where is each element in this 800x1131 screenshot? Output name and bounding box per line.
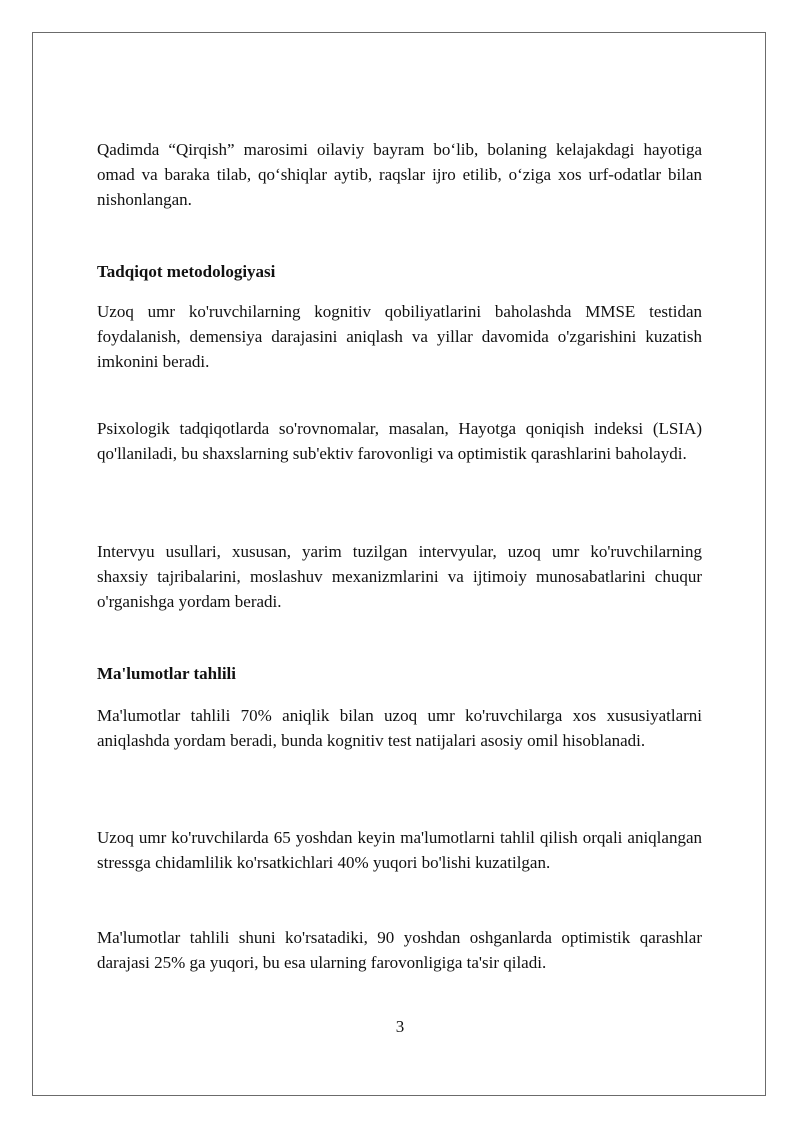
paragraph-analysis-25: Ma'lumotlar tahlili shuni ko'rsatadiki, 90 yoshdan oshganlarda optimistik qarashlar darajasi 25% ga yuqori, bu esa ularning farovonligiga ta'sir qiladi. — [97, 928, 702, 972]
paragraph-lsia: Psixologik tadqiqotlarda so'rovnomalar, masalan, Hayotga qoniqish indeksi (LSIA) qo'llaniladi, bu shaxslarning sub'ektiv farovonligi va optimistik qarashlarini baholaydi. — [97, 419, 702, 463]
paragraph-analysis-40: Uzoq umr ko'ruvchilarda 65 yoshdan keyin ma'lumotlarni tahlil qilish orqali aniqlangan stressga chidamlilik ko'rsatkichlari 40% yuqori bo'lishi kuzatilgan. — [97, 828, 702, 872]
paragraph-interview: Intervyu usullari, xususan, yarim tuzilgan intervyular, uzoq umr ko'ruvchilarning shaxsiy tajribalarini, moslashuv mexanizmlarini va ijtimoiy munosabatlarini chuqur o'rganishga yordam beradi. — [97, 542, 702, 611]
page-number: 3 — [395, 1017, 405, 1036]
paragraph-mmse: Uzoq umr ko'ruvchilarning kognitiv qobiliyatlarini baholashda MMSE testidan foydalanish, demensiya darajasini aniqlash va yillar davomida o'zgarishini kuzatish imkonini beradi. — [97, 302, 702, 371]
heading-data-analysis: Ma'lumotlar tahlili — [97, 664, 236, 683]
paragraph-qirqish: Qadimda “Qirqish” marosimi oilaviy bayram bo‘lib, bolaning kelajakdagi hayotiga omad va baraka tilab, qo‘shiqlar aytib, raqslar ijro etilib, o‘ziga xos urf-odatlar bilan nishonlangan. — [97, 140, 702, 209]
paragraph-analysis-70: Ma'lumotlar tahlili 70% aniqlik bilan uzoq umr ko'ruvchilarga xos xususiyatlarni aniqlashda yordam beradi, bunda kognitiv test natijalari asosiy omil hisoblanadi. — [97, 706, 702, 750]
heading-methodology: Tadqiqot metodologiyasi — [97, 262, 276, 281]
